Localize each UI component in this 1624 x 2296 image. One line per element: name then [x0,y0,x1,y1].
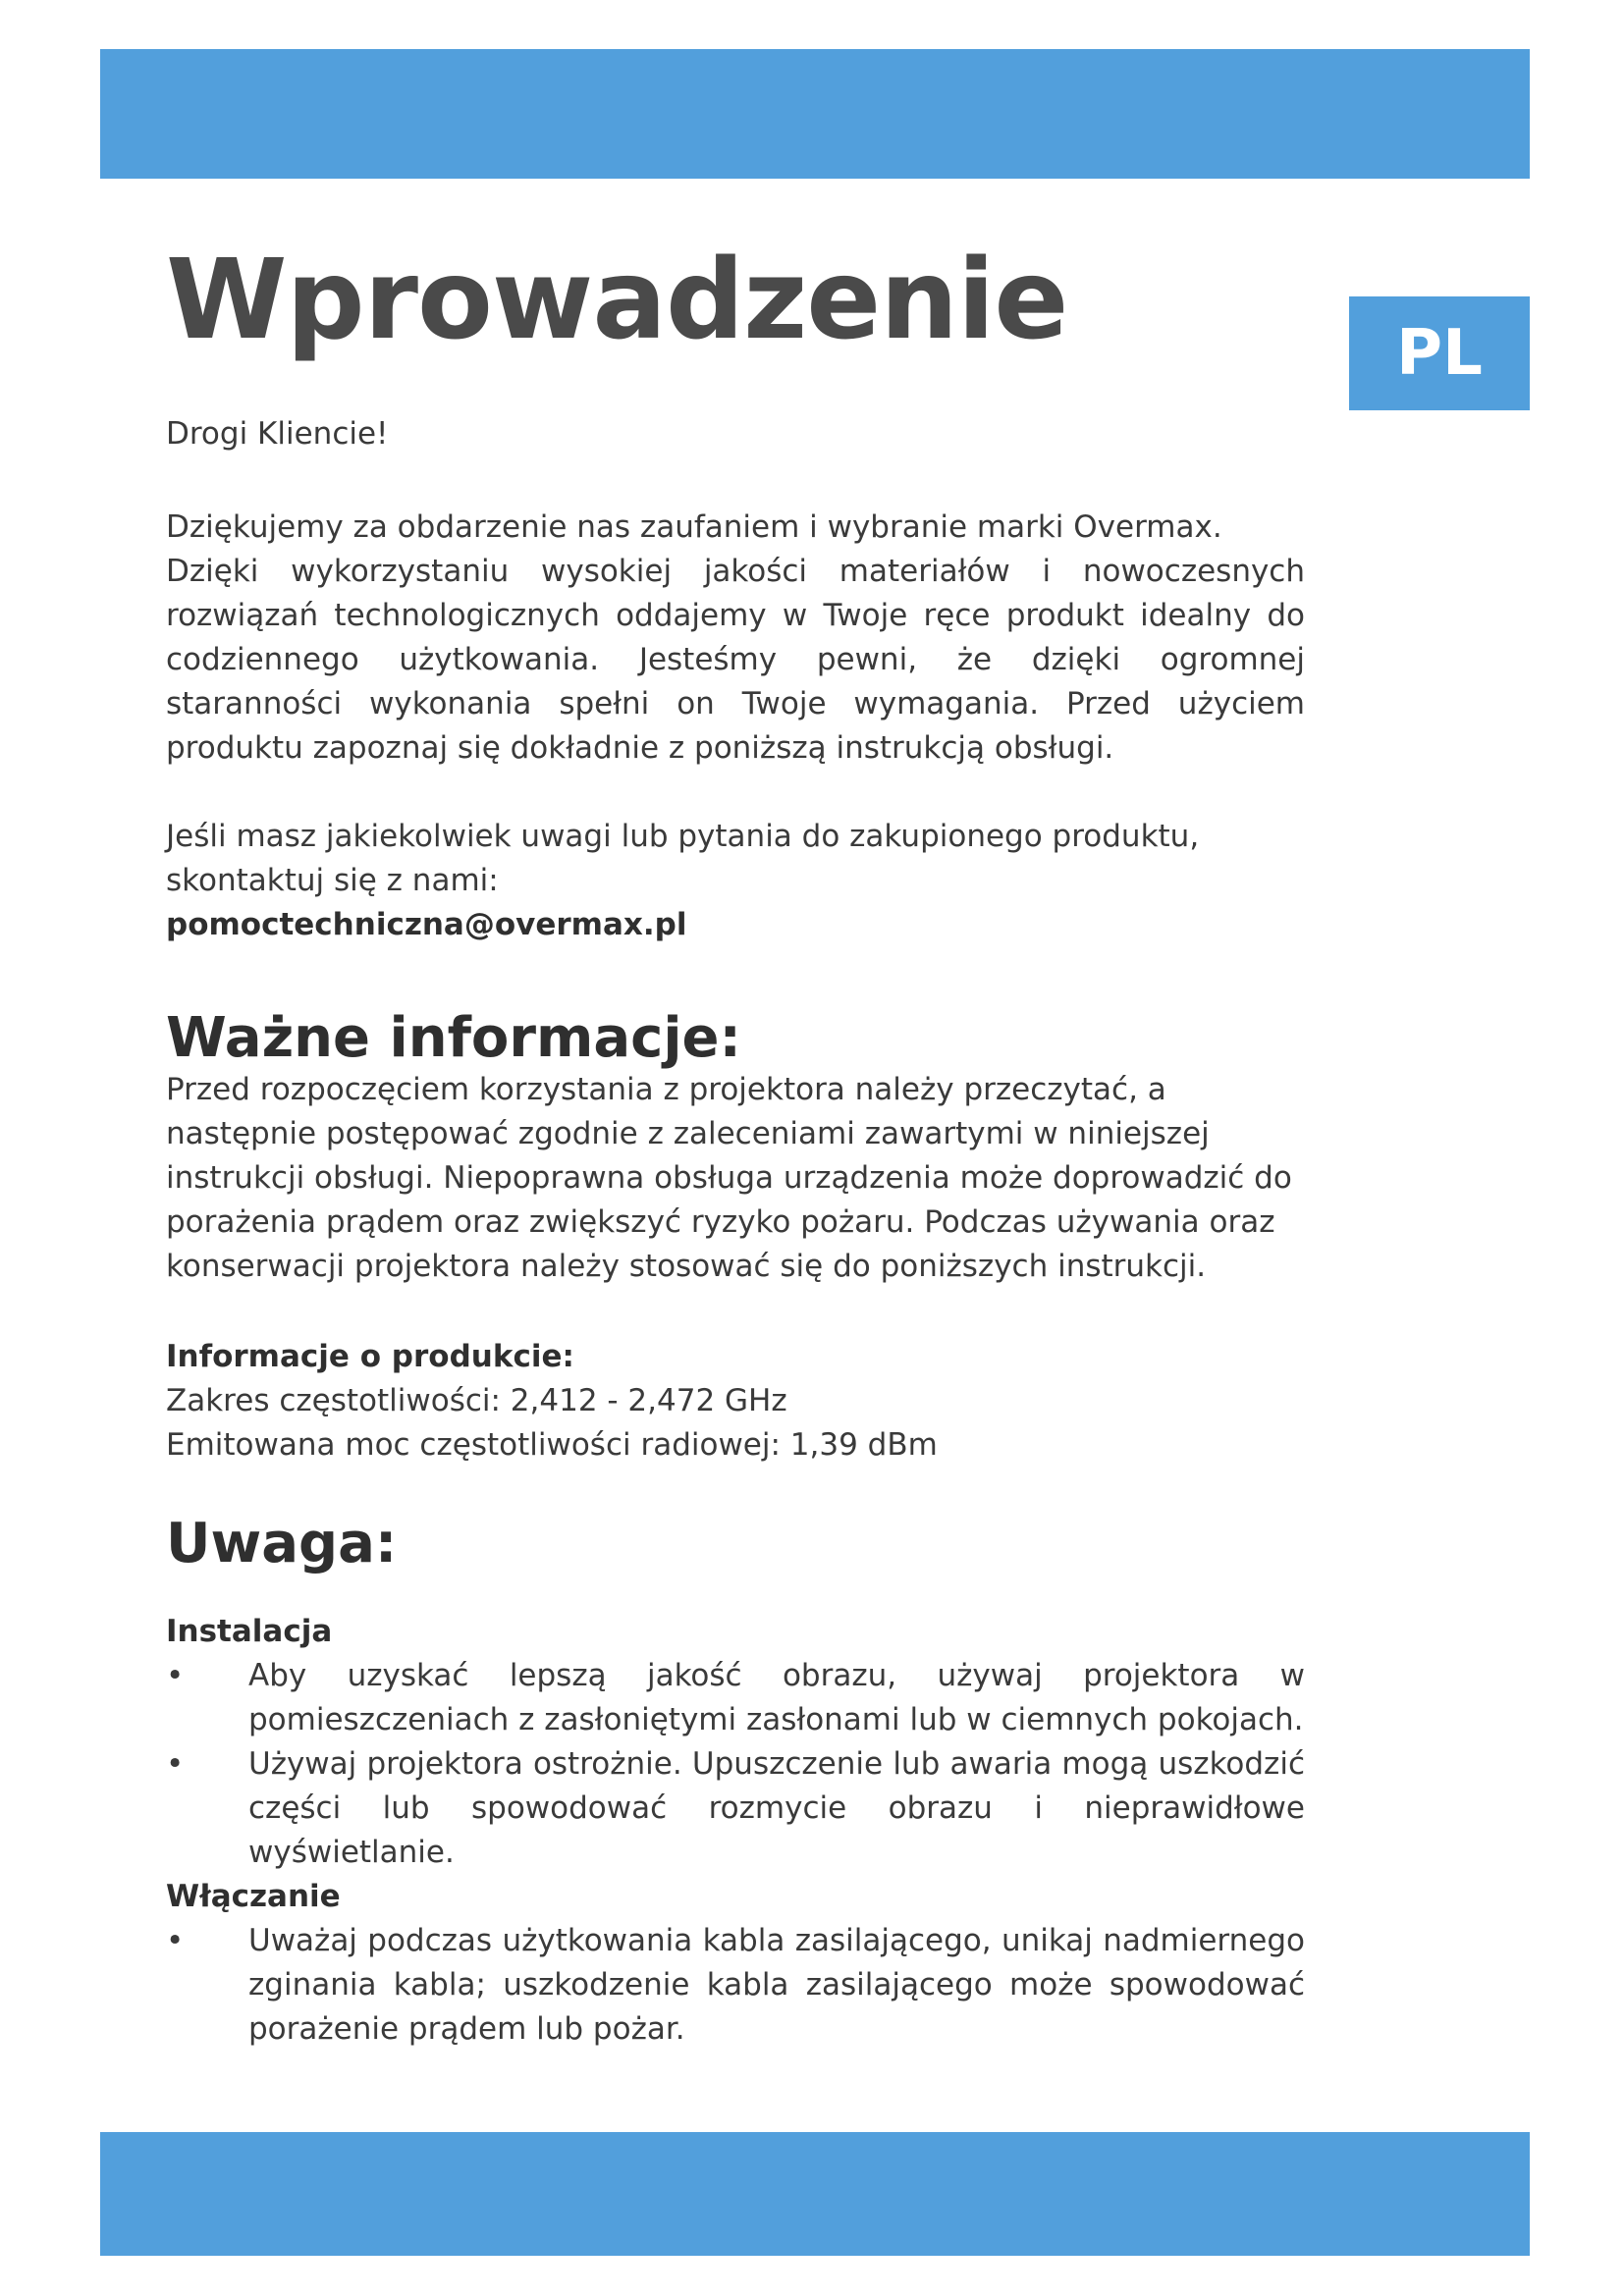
installation-section [166,1610,1305,1875]
bullet-icon: • [166,1746,185,1782]
bullet-icon: • [166,1923,185,1958]
power-on-list [166,1919,1305,2052]
greeting: Drogi Kliencie! [166,416,389,452]
page-title: Wprowadzenie [166,237,1068,364]
power-on-section [166,1875,1305,2052]
product-info-heading: Informacje o produkcie: [166,1339,574,1374]
language-badge: PL [1349,296,1530,410]
intro-section [166,412,1305,456]
product-info-section [166,1335,1305,1468]
intro-paragraph [166,506,1305,771]
list-item: • Aby uzyskać lepszą jakość obrazu, używaj projektora w pomieszczeniach z zasłoniętymi zasłonami lub w ciemnych pokojach. [166,1654,1305,1742]
important-heading: Ważne informacje: [166,1006,741,1070]
frequency-range: Zakres częstotliwości: 2,412 - 2,472 GHz [166,1383,787,1418]
contact-text: Jeśli masz jakiekolwiek uwagi lub pytania do zakupionego produktu, skontaktuj się z nami: [166,819,1200,898]
bullet-icon: • [166,1658,185,1693]
contact-section [166,815,1305,947]
installation-heading: Instalacja [166,1614,333,1649]
intro-line-2: Dzięki wykorzystaniu wysokiej jakości materiałów i nowoczesnych rozwiązań technologicznych oddajemy w Twoje ręce produkt idealny do codziennego użytkowania. Jesteśmy pewni, że dzięki ogromnej staranności wykonania spełni on Twoje wymagania. Przed użyciem produktu zapoznaj się dokładnie z poniższą instrukcją obsługi. [166,554,1305,766]
important-section [166,1006,1305,1289]
top-color-band [100,49,1530,179]
contact-email-link[interactable]: pomoctechniczna@overmax.pl [166,907,687,942]
warning-heading: Uwaga: [166,1512,398,1575]
list-item: • Uważaj podczas użytkowania kabla zasilającego, unikaj nadmiernego zginania kabla; uszkodzenie kabla zasilającego może spowodować porażenie prądem lub pożar. [166,1919,1305,2052]
warning-section [166,1512,1305,1575]
intro-line-1: Dziękujemy za obdarzenie nas zaufaniem i wybranie marki Overmax. [166,509,1222,545]
power-on-heading: Włączanie [166,1879,341,1914]
bottom-color-band [100,2132,1530,2256]
important-body: Przed rozpoczęciem korzystania z projektora należy przeczytać, a następnie postępować zgodnie z zaleceniami zawartymi w niniejszej instrukcji obsługi. Niepoprawna obsługa urządzenia może doprowadzić do porażenia prądem oraz zwiększyć ryzyko pożaru. Podczas używania oraz konserwacji projektora należy stosować się do poniższych instrukcji. [166,1072,1292,1284]
installation-list [166,1654,1305,1875]
list-item: • Używaj projektora ostrożnie. Upuszczenie lub awaria mogą uszkodzić części lub spowodować rozmycie obrazu i nieprawidłowe wyświetlanie. [166,1742,1305,1875]
emitted-power: Emitowana moc częstotliwości radiowej: 1,39 dBm [166,1427,938,1463]
